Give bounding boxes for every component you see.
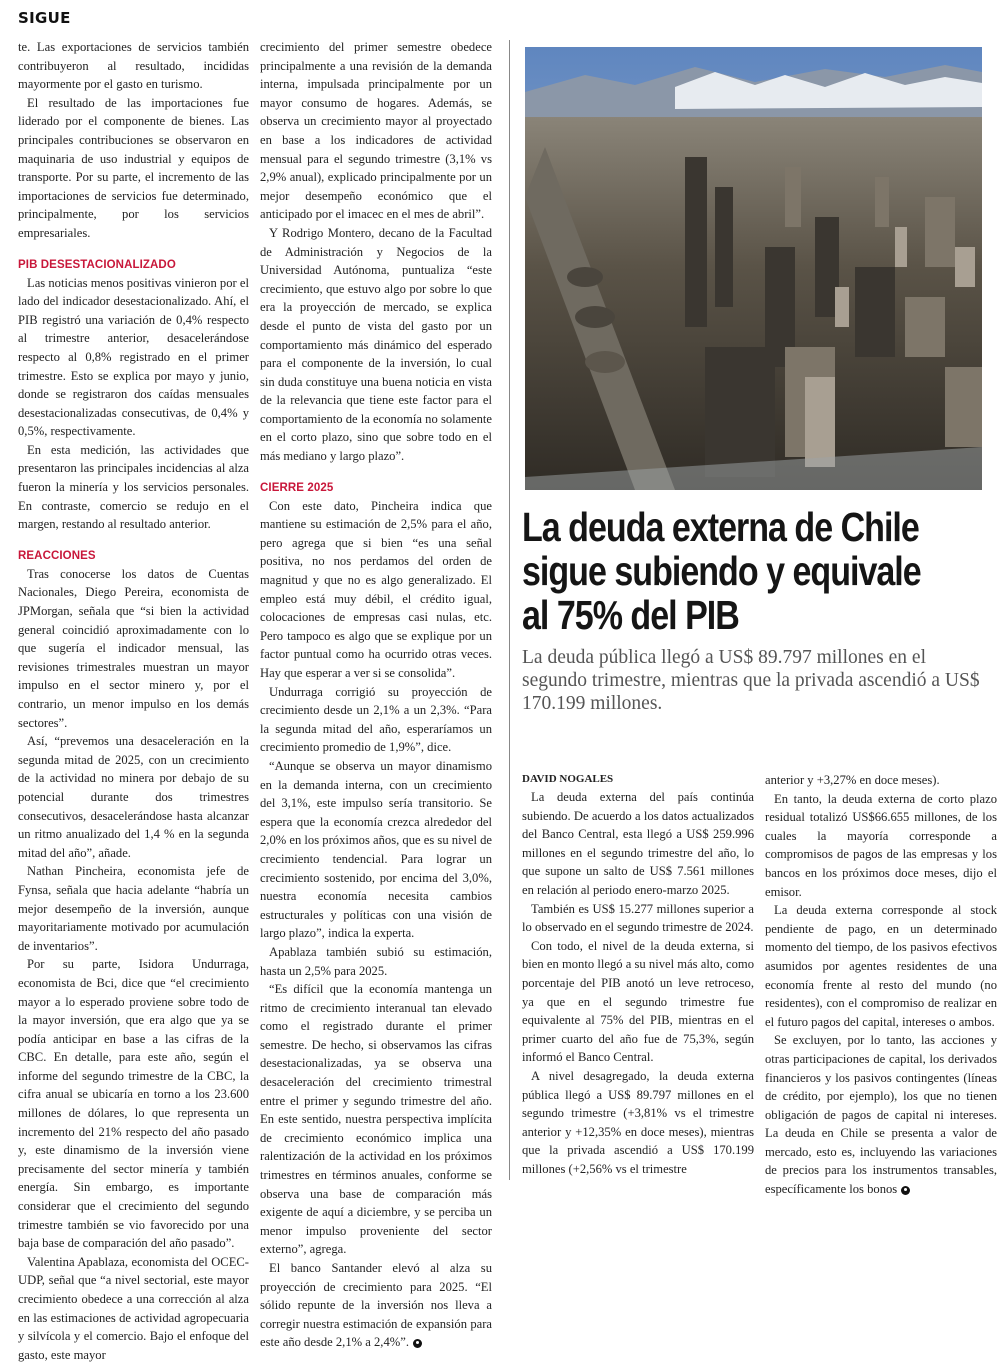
paragraph: La deuda externa corresponde al stock pendiente de pago, en un determinado momento del tiempo, de los pasivos efectivos asumidos por agentes residentes de una economía frente al resto del mundo (no residentes), con el compromiso de realizar en el futuro pagos del capital, intereses o ambos. <box>765 903 997 1029</box>
paragraph: En tanto, la deuda externa de corto plazo residual totalizó US$66.655 millones, de los cuales la mayoría corresponde a compromisos de pagos de las empresas y los bancos en los próximos doce meses, dijo el emisor. <box>765 791 997 899</box>
section-tag: SIGUE <box>18 9 71 27</box>
section-subheading: CIERRE 2025 <box>260 481 334 494</box>
column-divider <box>509 40 510 1180</box>
paragraph: crecimiento del primer semestre obedece principalmente a una revisión de la demanda interna, impulsada principalmente por un mayor consumo de hogares. Además, se observa un crecimiento mayor al proyectado en base a los indicadores de actividad mensual para el segundo trimestre (3,1% vs 2,9% anual), explicado principalmente por un mejor desempeño económico que el anticipado por el imacec en el mes de abril”. <box>260 40 492 222</box>
paragraph: En esta medición, las actividades que presentaron las principales incidencias al alza fueron la minería y los servicios personales. En contraste, comercio se redujo en el margen, restando al resultado anterior. <box>18 442 249 532</box>
article-column-3 <box>522 771 754 1178</box>
aerial-city-photo <box>525 47 982 490</box>
paragraph: “Es difícil que la economía mantenga un ritmo de crecimiento interanual tan elevado como el registrado durante el primer semestre. De hecho, si observamos las cifras desestacionalizadas, ya se observa una desaceleración del crecimiento trimestral entre el primer y segundo trimestre del año. En este sentido, nuestra perspectiva implícita de crecimiento económico implica una ralentización de la actividad en los próximos trimestres en términos anuales, conforme se observa una base de comparación más exigente de aquí a diciembre, y se perciba un menor impulso proveniente del sector externo”, agrega. <box>260 982 492 1257</box>
headline-line: sigue subiendo y equivale <box>522 548 921 594</box>
photo-icon <box>525 47 982 490</box>
paragraph-text: Se excluyen, por lo tanto, las acciones y otras participaciones de capital, los derivados financieros y los pasivos contingentes (líneas de crédito, por ejemplo), los que no tienen obligación de pagos de capital ni intereses. La deuda en Chile se presenta a valor de mercado, esto es, incluyendo las variaciones de precios para los instrumentos transables, específicamente los bonos <box>765 1033 997 1197</box>
paragraph: anterior y +3,27% en doce meses). <box>765 773 940 787</box>
article-column-4 <box>765 771 997 1199</box>
paragraph: El resultado de las importaciones fue liderado por el componente de bienes. Las principales contribuciones se observaron en maquinaria de uso industrial y equipos de transporte. Por su parte, el incremento de las importaciones de servicios fue determinado, principalmente, por los servicios empresariales. <box>18 95 249 240</box>
deck-subtitle: La deuda pública llegó a US$ 89.797 millones en el segundo trimestre, mientras que la privada ascendió a US$ 170.199 millones. <box>522 647 980 714</box>
headline-line: al 75% del PIB <box>522 592 739 638</box>
paragraph: Por su parte, Isidora Undurraga, economista de Bci, dice que “el crecimiento mayor a lo esperado proviene sobre todo de la mayor inversión, que era algo que ya se podía anticipar en base a las cifras de la CBC. En detalle, para este año, según el informe del segundo trimestre de la CBC, la cifra anual se ubicaría en torno a los 23.600 millones de dólares, lo que representa un incremento del 21% respecto del año pasado y, este dinamismo de la inversión viene precisamente del sector minería y también energía. Sin embargo, es importante considerar que el crecimiento del segundo trimestre también se vio favorecido por una baja base de comparación del año pasado”. <box>18 957 249 1251</box>
end-of-article-icon <box>413 1339 422 1348</box>
paragraph: Nathan Pincheira, economista jefe de Fynsa, señala que hacia adelante “habría un mejor desempeño de la inversión, aunque mayoritariamente motivado por acumulación de inventarios”. <box>18 864 249 953</box>
paragraph: Apablaza también subió su estimación, hasta un 2,5% para 2025. <box>260 944 492 978</box>
section-subheading: REACCIONES <box>18 549 96 562</box>
headline-line: La deuda externa de Chile <box>522 504 919 550</box>
paragraph: Así, “prevemos una desaceleración en la segunda mitad de 2025, con un crecimiento de la actividad no minera por debajo de su potencial durante dos trimestres consecutivos, desacelerándose hasta alcanzar un ritmo anualizado del 1,4 % en la segunda mitad del año”, añade. <box>18 734 249 860</box>
paragraph: Y Rodrigo Montero, decano de la Facultad de Administración y Negocios de la Universidad Autónoma, puntualiza “este crecimiento, que estuvo algo por sobre lo que era la proyección de mercado, se explica desde el punto de vista del gasto por un comportamiento más dinámico del esperado para el componente de la inversión, lo cual sin duda constituye una buena noticia en vista de la relevancia que tiene este factor para el comportamiento de la economía no solamente en el corto plazo, sino que sobre todo en el más mediano y largo plazo”. <box>260 225 492 464</box>
paragraph: Con este dato, Pincheira indica que mantiene su estimación de 2,5% para el año, pero agrega que si bien “es una señal positiva, no nos perdamos del orden de magnitud y que no es algo generalizado. El empleo está muy débil, el crédito igual, colocaciones de empresas casi nulas, etc. Pero tampoco es algo que se explique por un factor puntual como ha ocurrido otras veces. Hay que esperar a ver si se consolida”. <box>260 498 492 680</box>
paragraph: Las noticias menos positivas vinieron por el lado del indicador desestacionalizado. Ahí, el PIB registró una variación de 0,4% respecto al trimestre anterior, desacelerándose respecto al 0,8% registrado en el primer trimestre. Esto se explica por mayo y junio, donde se registraron dos caídas mensuales desestacionalizadas consecutivas, de 0,4% y 0,5%, respectivamente. <box>18 275 249 439</box>
article-column-2 <box>260 38 492 1352</box>
paragraph-text: El banco Santander elevó al alza su proyección de crecimiento para 2025. “El sólido repunte de la inversión nos lleva a corregir nuestra estimación de expansión para este año desde 2,1% a 2,4%”. <box>260 1261 492 1350</box>
paragraph <box>765 1031 997 1198</box>
paragraph: También es US$ 15.277 millones superior a lo observado en el segundo trimestre de 2024. <box>522 901 754 935</box>
paragraph: Valentina Apablaza, economista del OCEC-UDP, señal que “a nivel sectorial, este mayor crecimiento obedece a una corrección al alza en las estimaciones de actividad agropecuaria y silvícola y el comercio. Bajo el enfoque del gasto, este mayor <box>18 1254 249 1362</box>
paragraph: Con todo, el nivel de la deuda externa, si bien en monto llegó a su nivel más alto, como porcentaje del PIB anotó un leve retroceso, ya que en el segundo trimestre fue equivalente al 75% del PIB, mientras en el primer cuarto del año fue de 75,3%, según informó el Banco Central. <box>522 938 754 1065</box>
article-column-1 <box>18 38 249 1364</box>
author-byline: DAVID NOGALES <box>522 773 614 785</box>
paragraph: te. Las exportaciones de servicios también contribuyeron al resultado, incididas mayormente por el gasto en turismo. <box>18 40 249 92</box>
paragraph: Undurraga corrigió su proyección de crecimiento desde un 2,1% a un 2,3%. “Para la segunda mitad del año, esperaríamos un crecimiento promedio de 1,9%”, dice. <box>260 684 492 755</box>
paragraph: La deuda externa del país continúa subiendo. De acuerdo a los datos actualizados del Banco Central, esta llegó a US$ 259.996 millones en el segundo trimestre del año, lo que supone un salto de US$ 7.561 millones en relación al periodo enero-marzo 2025. <box>522 790 754 897</box>
paragraph <box>260 1259 492 1352</box>
headline <box>522 505 992 637</box>
paragraph: A nivel desagregado, la deuda externa pública llegó a US$ 89.797 millones en el segundo trimestre (+3,81% vs el trimestre anterior y +12,35% en doce meses), mientras que la privada ascendió a US$ 170.199 millones (+2,56% vs el trimestre <box>522 1068 754 1176</box>
paragraph: Tras conocerse los datos de Cuentas Nacionales, Diego Pereira, economista de JPMorgan, señala que “si bien la actividad general coincidió aproximadamente con lo que sugería el indicador mensual, las revisiones trimestrales muestran un mayor impulso en el sector minero y, por el contrario, un menor impulso en los demás sectores”. <box>18 566 249 730</box>
paragraph: “Aunque se observa un mayor dinamismo en la demanda interna, con un crecimiento del 3,1%, este impulso sería transitorio. Se espera que la economía crezca alrededor del 2,0% en los próximos años, que es su nivel de crecimiento tendencial. Para lograr un crecimiento sostenido, por encima del 3,0%, nuestra economía necesita cambios estructurales y políticas con una visión de largo plazo”, indica la experta. <box>260 758 492 941</box>
section-subheading: PIB DESESTACIONALIZADO <box>18 258 176 271</box>
end-of-article-icon <box>901 1186 910 1195</box>
